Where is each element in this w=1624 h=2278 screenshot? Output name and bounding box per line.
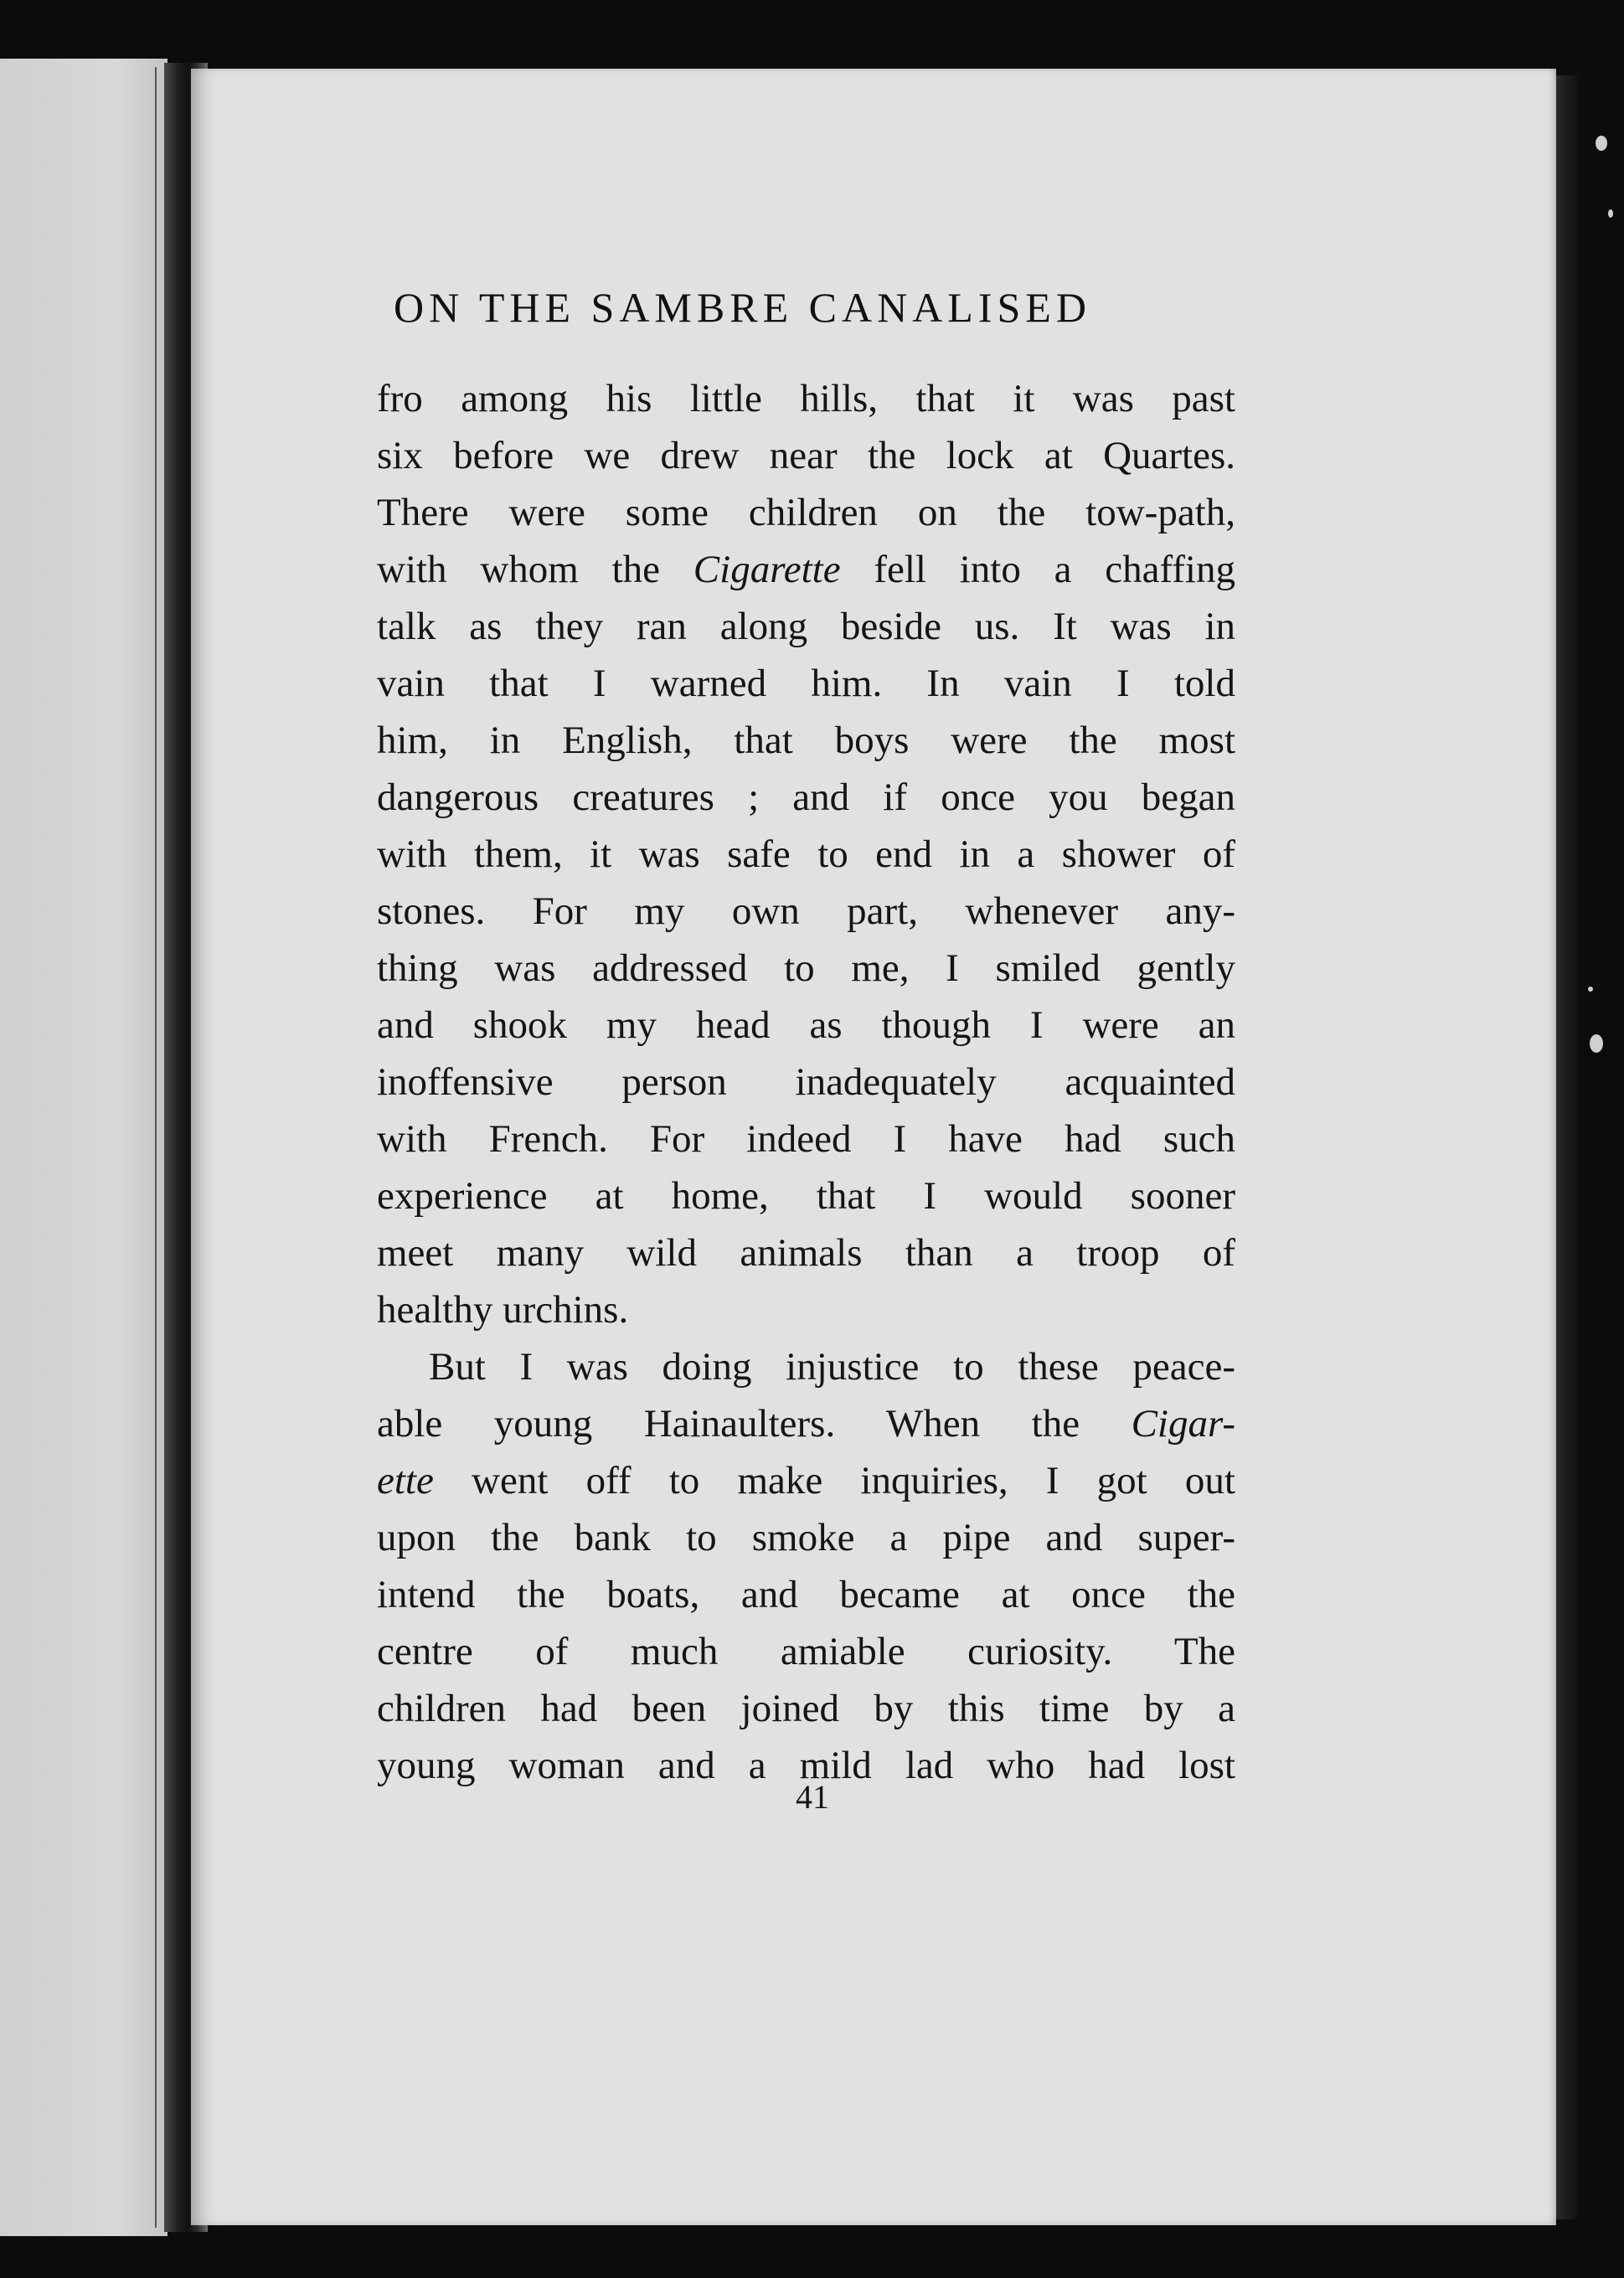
text-line: upon the bank to smoke a pipe and super-: [377, 1516, 1235, 1559]
text-line: him, in English, that boys were the most: [377, 719, 1235, 762]
right-page-edge: [1556, 75, 1578, 2219]
text-line: intend the boats, and became at once the: [377, 1573, 1235, 1616]
body-text: [377, 370, 1235, 1794]
text-line: fro among his little hills, that it was past: [377, 377, 1235, 420]
text-line: with French. For indeed I have had such: [377, 1117, 1235, 1161]
scan-speck: [1608, 209, 1613, 218]
text-line: with them, it was safe to end in a shower of: [377, 832, 1235, 876]
page-number: 41: [796, 1778, 829, 1816]
text-line: experience at home, that I would sooner: [377, 1174, 1235, 1218]
text-line: There were some children on the tow-path,: [377, 491, 1235, 534]
text-line: vain that I warned him. In vain I told: [377, 662, 1235, 705]
text-line: talk as they ran along beside us. It was in: [377, 605, 1235, 648]
text-line: thing was addressed to me, I smiled gently: [377, 946, 1235, 990]
scan-speck: [1596, 136, 1607, 151]
text-line: young woman and a mild lad who had lost: [377, 1744, 1235, 1787]
text-line: healthy urchins.: [377, 1288, 629, 1332]
text-line: with whom the Cigarette fell into a chaffing: [377, 548, 1235, 591]
text-line: meet many wild animals than a troop of: [377, 1231, 1235, 1275]
text-line: children had been joined by this time by a: [377, 1687, 1235, 1730]
text-line: inoffensive person inadequately acquainted: [377, 1060, 1235, 1104]
text-line: and shook my head as though I were an: [377, 1003, 1235, 1047]
scan-speck: [1590, 1034, 1603, 1053]
scan-speck: [1588, 987, 1593, 992]
text-line: But I was doing injustice to these peace-: [429, 1345, 1235, 1389]
left-page-margin-line: [155, 67, 157, 2228]
text-line: dangerous creatures ; and if once you began: [377, 776, 1235, 819]
left-page-edge: [0, 59, 168, 2236]
text-line: centre of much amiable curiosity. The: [377, 1630, 1235, 1673]
text-line: six before we drew near the lock at Quartes.: [377, 434, 1235, 477]
text-line: able young Hainaulters. When the Cigar-: [377, 1402, 1235, 1446]
running-head: ON THE SAMBRE CANALISED: [394, 284, 1091, 331]
text-line: stones. For my own part, whenever any-: [377, 889, 1235, 933]
text-line: ette went off to make inquiries, I got out: [377, 1459, 1235, 1502]
